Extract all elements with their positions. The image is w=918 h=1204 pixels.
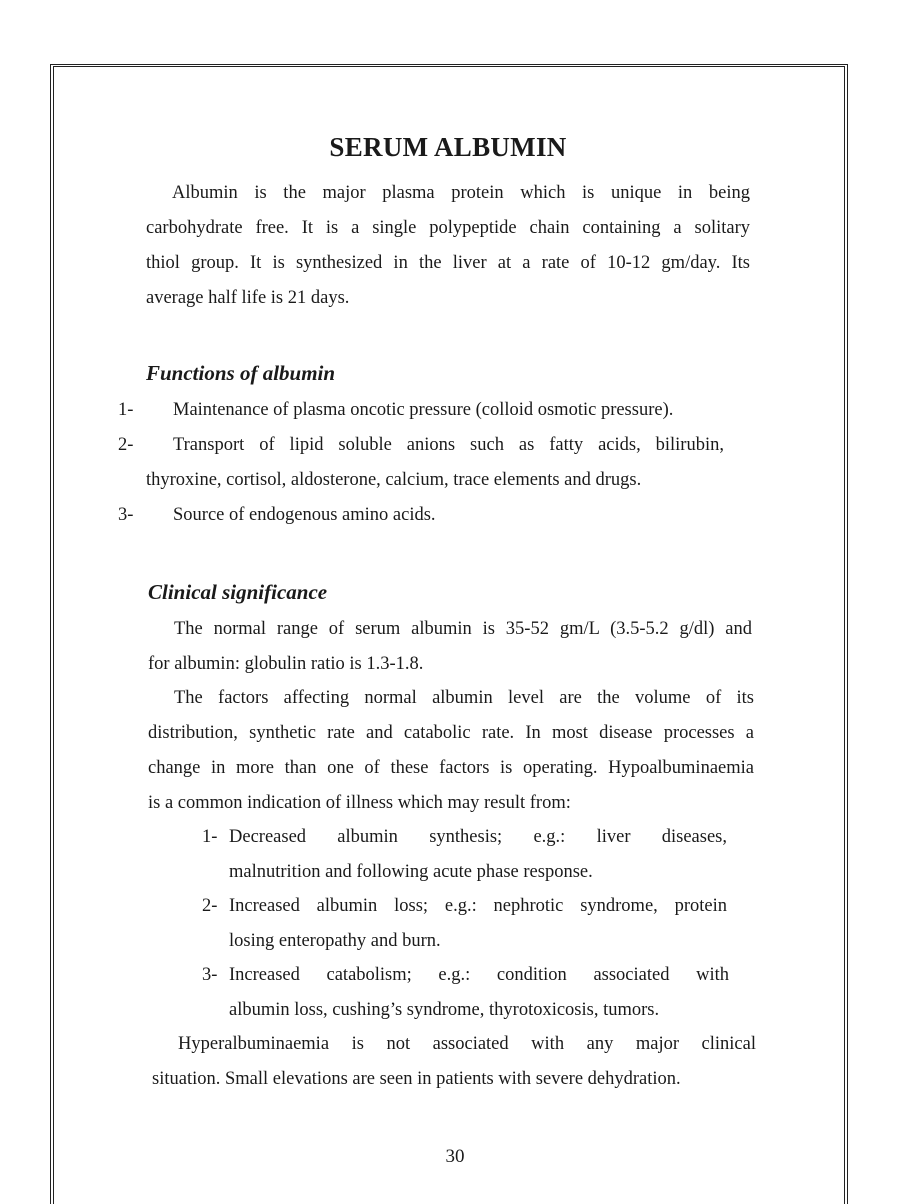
clinical-line: The normal range of serum albumin is 35-52 gm/L (3.5-5.2 g/dl) and: [174, 619, 752, 639]
intro-line: Albumin is the major plasma protein which is unique in being: [172, 183, 750, 203]
clinical-line: for albumin: globulin ratio is 1.3-1.8.: [148, 654, 424, 674]
clinical-line: Hyperalbuminaemia is not associated with any major clinical: [178, 1034, 756, 1054]
function-item: [173, 498, 753, 533]
cause-item: [229, 958, 729, 1028]
function-item-number: 2-: [118, 435, 134, 455]
intro-line: average half life is 21 days.: [146, 288, 350, 308]
function-item-text: Transport of lipid soluble anions such as fatty acids, bilirubin,: [173, 435, 724, 455]
cause-item-number: 3-: [202, 965, 218, 985]
clinical-line: distribution, synthetic rate and catabolic rate. In most disease processes a: [148, 723, 754, 743]
clinical-heading: Clinical significance: [148, 580, 328, 604]
cause-item-text: albumin loss, cushing’s syndrome, thyrotoxicosis, tumors.: [229, 1000, 660, 1020]
intro-line: thiol group. It is synthesized in the liver at a rate of 10-12 gm/day. Its: [146, 253, 750, 273]
function-item-number: 3-: [118, 505, 134, 525]
page-number: 30: [445, 1146, 465, 1167]
intro-line: carbohydrate free. It is a single polypeptide chain containing a solitary: [146, 218, 750, 238]
clinical-paragraph-3: [152, 1027, 756, 1097]
function-item-text: Source of endogenous amino acids.: [173, 505, 436, 525]
function-item: [146, 428, 724, 498]
functions-heading: Functions of albumin: [146, 361, 336, 385]
cause-item-number: 1-: [202, 827, 218, 847]
cause-item-text: Increased catabolism; e.g.: condition associated with: [229, 965, 729, 985]
cause-item-text: Decreased albumin synthesis; e.g.: liver diseases,: [229, 827, 727, 847]
clinical-line: change in more than one of these factors is operating. Hypoalbuminaemia: [148, 758, 754, 778]
function-item-number: 1-: [118, 400, 134, 420]
function-item: [173, 393, 753, 428]
function-item-text: thyroxine, cortisol, aldosterone, calcium, trace elements and drugs.: [146, 470, 642, 490]
page-title: SERUM ALBUMIN: [329, 132, 567, 162]
function-item-text: Maintenance of plasma oncotic pressure (colloid osmotic pressure).: [173, 400, 674, 420]
cause-item: [229, 820, 727, 890]
clinical-line: situation. Small elevations are seen in patients with severe dehydration.: [152, 1069, 681, 1089]
cause-item-text: losing enteropathy and burn.: [229, 931, 441, 951]
clinical-line: The factors affecting normal albumin level are the volume of its: [174, 688, 754, 708]
cause-item-number: 2-: [202, 896, 218, 916]
intro-paragraph: [146, 176, 750, 316]
cause-item-text: Increased albumin loss; e.g.: nephrotic syndrome, protein: [229, 896, 727, 916]
clinical-line: is a common indication of illness which may result from:: [148, 793, 571, 813]
cause-item-text: malnutrition and following acute phase response.: [229, 862, 593, 882]
clinical-paragraph-2: [148, 681, 754, 821]
clinical-paragraph-1: [148, 612, 752, 682]
cause-item: [229, 889, 727, 959]
